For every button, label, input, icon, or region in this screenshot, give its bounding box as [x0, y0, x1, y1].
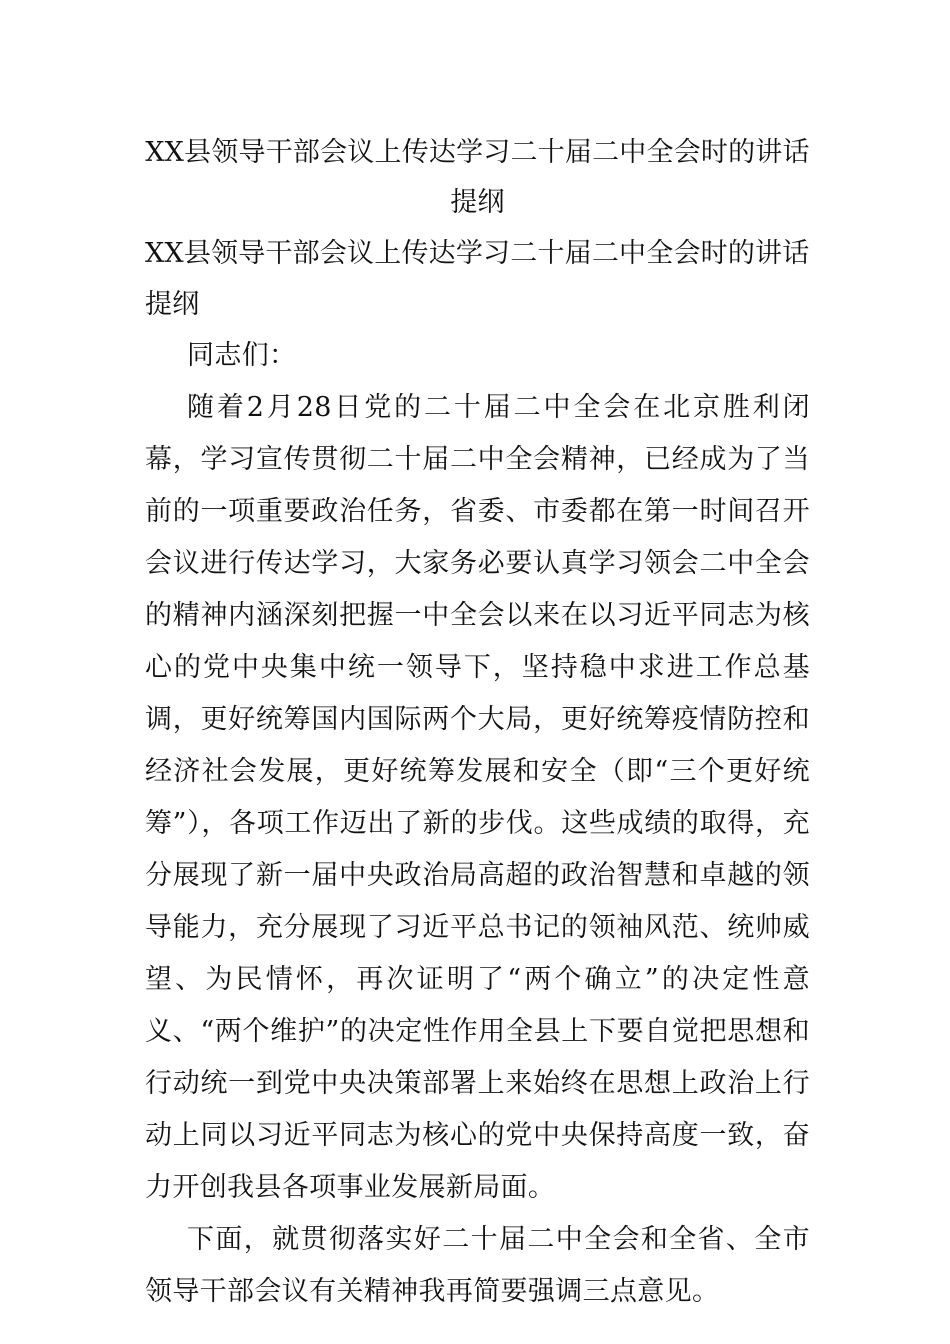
salutation: 同志们： — [187, 340, 297, 371]
document-body — [145, 128, 810, 1318]
document-subtitle: XX县领导干部会议上传达学习二十届二中全会时的讲话提纲 — [145, 238, 810, 320]
paragraph-2: 下面，就贯彻落实好二十届二中全会和全省、全市领导干部会议有关精神我再简要强调三点意见。 — [145, 1224, 810, 1307]
paragraph-1: 随着2月28日党的二十届二中全会在北京胜利闭幕，学习宣传贯彻二十届二中全会精神，已经成为了当前的一项重要政治任务，省委、市委都在第一时间召开会议进行传达学习，大家务必要认真学习领会二中全会的精神内涵深刻把握一中全会以来在以习近平同志为核心的党中央集中统一领导下，坚持稳中求进工作总基调，更好统筹国内国际两个大局，更好统筹疫情防控和经济社会发展，更好统筹发展和安全（即“三个更好统筹”），各项工作迈出了新的步伐。这些成绩的取得，充分展现了新一届中央政治局高超的政治智慧和卓越的领导能力，充分展现了习近平总书记的领袖风范、统帅威望、为民情怀，再次证明了“两个确立”的决定性意义、“两个维护”的决定性作用全县上下要自觉把思想和行动统一到党中央决策部署上来始终在思想上政治上行动上同以习近平同志为核心的党中央保持高度一致，奋力开创我县各项事业发展新局面。 — [145, 392, 810, 1203]
document-title: XX县领导干部会议上传达学习二十届二中全会时的讲话提纲 — [145, 137, 810, 218]
